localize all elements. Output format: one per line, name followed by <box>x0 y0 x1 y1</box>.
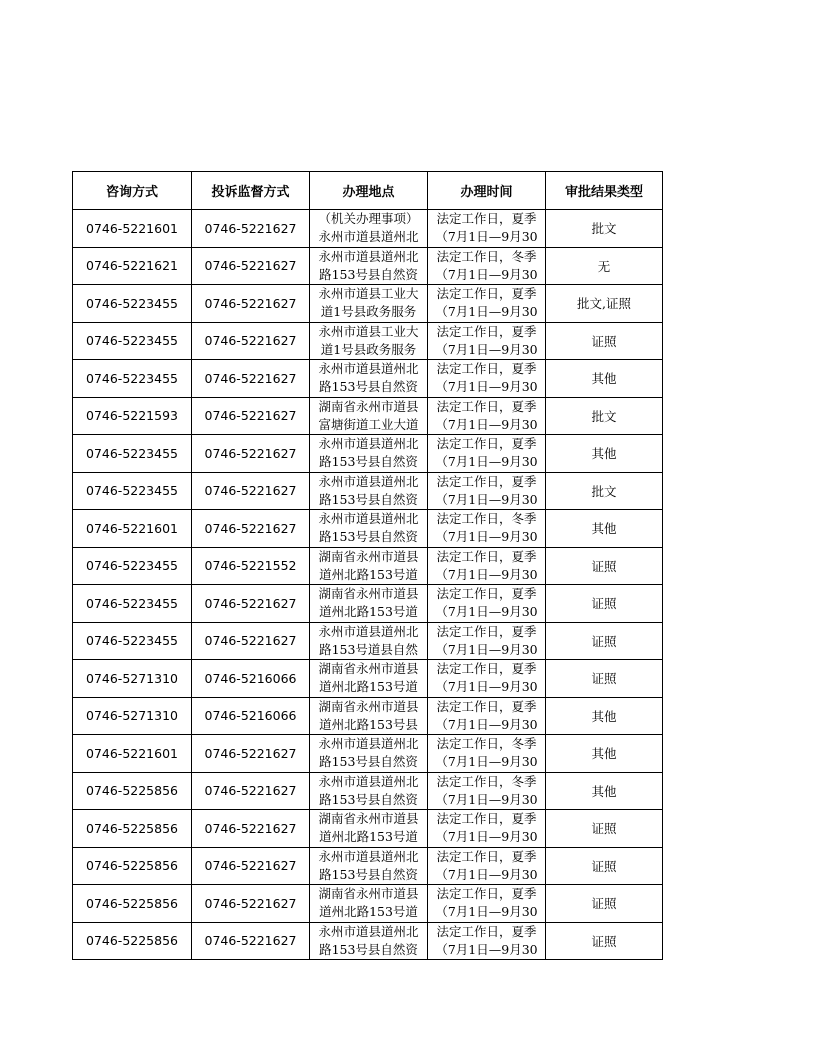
time-cell-content <box>428 323 545 359</box>
location-cell <box>310 772 428 810</box>
time-cell-line: （7月1日—9月30 <box>435 754 538 770</box>
result-type-cell: 其他 <box>546 772 663 810</box>
table-row <box>73 585 663 623</box>
location-cell <box>310 847 428 885</box>
location-cell-line: 路153号县自然资 <box>319 529 418 545</box>
result-type-cell: 其他 <box>546 697 663 735</box>
location-cell-content <box>310 473 427 509</box>
table-row <box>73 660 663 698</box>
time-cell-content <box>428 848 545 884</box>
time-cell-content <box>428 735 545 771</box>
time-cell <box>428 697 546 735</box>
location-cell <box>310 735 428 773</box>
location-cell-line: 永州市道县道州北 <box>318 511 419 527</box>
location-cell <box>310 922 428 960</box>
complaint-phone-cell: 0746-5221627 <box>192 735 310 773</box>
complaint-phone-cell: 0746-5216066 <box>192 697 310 735</box>
location-cell-content <box>310 885 427 921</box>
consult-phone-cell: 0746-5271310 <box>73 697 192 735</box>
time-cell-line: （7月1日—9月30 <box>435 866 538 882</box>
time-cell-content <box>428 210 545 246</box>
location-cell-content <box>310 360 427 396</box>
result-type-cell: 证照 <box>546 847 663 885</box>
header-consult: 咨询方式 <box>73 172 192 210</box>
complaint-phone-cell: 0746-5221627 <box>192 622 310 660</box>
time-cell-line: （7月1日—9月30 <box>435 454 538 470</box>
table-row <box>73 735 663 773</box>
table-row <box>73 810 663 848</box>
time-cell-line: （7月1日—9月30 <box>435 229 538 245</box>
location-cell-line: 路153号县自然资 <box>319 754 418 770</box>
time-cell-line: 法定工作日，冬季 <box>436 511 537 527</box>
time-cell <box>428 322 546 360</box>
result-type-cell: 证照 <box>546 322 663 360</box>
location-cell <box>310 810 428 848</box>
location-cell-line: 湖南省永州市道县 <box>318 398 419 414</box>
location-cell-line: 永州市道县道州北 <box>318 623 419 639</box>
consult-phone-cell: 0746-5223455 <box>73 360 192 398</box>
location-cell-line: 永州市道县工业大 <box>318 286 419 302</box>
location-cell-content <box>310 585 427 621</box>
time-cell-content <box>428 698 545 734</box>
location-cell-line: 永州市道县工业大 <box>318 323 419 339</box>
consult-phone-cell: 0746-5225856 <box>73 847 192 885</box>
time-cell-line: 法定工作日，冬季 <box>436 736 537 752</box>
consult-phone-cell: 0746-5223455 <box>73 622 192 660</box>
location-cell <box>310 510 428 548</box>
location-cell-line: 湖南省永州市道县 <box>318 698 419 714</box>
location-cell <box>310 885 428 923</box>
time-cell <box>428 885 546 923</box>
table-row <box>73 772 663 810</box>
time-cell <box>428 847 546 885</box>
header-location: 办理地点 <box>310 172 428 210</box>
consult-phone-cell: 0746-5221621 <box>73 247 192 285</box>
time-cell <box>428 772 546 810</box>
time-cell-content <box>428 810 545 846</box>
table-row <box>73 472 663 510</box>
location-cell-content <box>310 660 427 696</box>
time-cell-line: （7月1日—9月30 <box>435 341 538 357</box>
location-cell-line: 路153号县自然资 <box>319 454 418 470</box>
location-cell-line: 路153号县自然资 <box>319 941 418 957</box>
complaint-phone-cell: 0746-5221627 <box>192 285 310 323</box>
result-type-cell: 批文,证照 <box>546 285 663 323</box>
consult-phone-cell: 0746-5223455 <box>73 585 192 623</box>
time-cell-content <box>428 773 545 809</box>
consult-phone-cell: 0746-5271310 <box>73 660 192 698</box>
header-row <box>73 172 663 210</box>
location-cell-line: 永州市道县道州北 <box>318 229 419 245</box>
location-cell-line: 道州北路153号道 <box>319 904 418 920</box>
time-cell <box>428 622 546 660</box>
result-type-cell: 无 <box>546 247 663 285</box>
table-row <box>73 547 663 585</box>
table-header <box>73 172 663 210</box>
location-cell-line: 富塘街道工业大道 <box>318 416 419 432</box>
time-cell <box>428 547 546 585</box>
location-cell-line: 永州市道县道州北 <box>318 248 419 264</box>
result-type-cell: 证照 <box>546 547 663 585</box>
header-result: 审批结果类型 <box>546 172 663 210</box>
complaint-phone-cell: 0746-5221627 <box>192 885 310 923</box>
time-cell-content <box>428 885 545 921</box>
location-cell <box>310 472 428 510</box>
time-cell-content <box>428 585 545 621</box>
time-cell <box>428 922 546 960</box>
result-type-cell: 批文 <box>546 397 663 435</box>
consult-phone-cell: 0746-5225856 <box>73 810 192 848</box>
time-cell-line: 法定工作日，夏季 <box>436 323 537 339</box>
complaint-phone-cell: 0746-5221627 <box>192 247 310 285</box>
location-cell-content <box>310 210 427 246</box>
location-cell-line: 永州市道县道州北 <box>318 436 419 452</box>
location-cell-line: 湖南省永州市道县 <box>318 661 419 677</box>
consult-phone-cell: 0746-5221601 <box>73 210 192 248</box>
time-cell-line: （7月1日—9月30 <box>435 791 538 807</box>
time-cell-line: （7月1日—9月30 <box>435 904 538 920</box>
table-row <box>73 360 663 398</box>
location-cell <box>310 435 428 473</box>
time-cell-line: 法定工作日，夏季 <box>436 623 537 639</box>
result-type-cell: 证照 <box>546 922 663 960</box>
time-cell-line: （7月1日—9月30 <box>435 266 538 282</box>
location-cell-content <box>310 398 427 434</box>
result-type-cell: 其他 <box>546 510 663 548</box>
location-cell-content <box>310 623 427 659</box>
location-cell <box>310 660 428 698</box>
consult-phone-cell: 0746-5221601 <box>73 735 192 773</box>
location-cell-content <box>310 698 427 734</box>
time-cell-content <box>428 285 545 321</box>
location-cell-line: 路153号县自然资 <box>319 266 418 282</box>
location-cell-line: 道州北路153号道 <box>319 679 418 695</box>
location-cell-line: 永州市道县道州北 <box>318 473 419 489</box>
time-cell-line: 法定工作日，夏季 <box>436 361 537 377</box>
time-cell-line: （7月1日—9月30 <box>435 491 538 507</box>
complaint-phone-cell: 0746-5221627 <box>192 435 310 473</box>
time-cell-line: 法定工作日，夏季 <box>436 661 537 677</box>
location-cell <box>310 322 428 360</box>
time-cell <box>428 510 546 548</box>
location-cell-line: 湖南省永州市道县 <box>318 811 419 827</box>
complaint-phone-cell: 0746-5221627 <box>192 772 310 810</box>
result-type-cell: 其他 <box>546 735 663 773</box>
consult-phone-cell: 0746-5223455 <box>73 547 192 585</box>
table-row <box>73 922 663 960</box>
time-cell-line: （7月1日—9月30 <box>435 829 538 845</box>
table-row <box>73 697 663 735</box>
location-cell <box>310 585 428 623</box>
consult-phone-cell: 0746-5225856 <box>73 922 192 960</box>
location-cell <box>310 210 428 248</box>
consult-phone-cell: 0746-5225856 <box>73 885 192 923</box>
location-cell-line: 永州市道县道州北 <box>318 848 419 864</box>
location-cell-line: 道州北路153号道 <box>319 829 418 845</box>
time-cell-content <box>428 548 545 584</box>
time-cell-line: 法定工作日，夏季 <box>436 436 537 452</box>
location-cell-line: 湖南省永州市道县 <box>318 548 419 564</box>
time-cell-line: （7月1日—9月30 <box>435 304 538 320</box>
location-cell-line: 道州北路153号道 <box>319 566 418 582</box>
time-cell-content <box>428 473 545 509</box>
time-cell-line: 法定工作日，夏季 <box>436 211 537 227</box>
time-cell <box>428 360 546 398</box>
time-cell-content <box>428 435 545 471</box>
time-cell-content <box>428 660 545 696</box>
time-cell-line: 法定工作日，夏季 <box>436 811 537 827</box>
location-cell-content <box>310 735 427 771</box>
location-cell-content <box>310 323 427 359</box>
service-table <box>72 171 663 960</box>
location-cell-content <box>310 773 427 809</box>
time-cell-line: 法定工作日，夏季 <box>436 286 537 302</box>
complaint-phone-cell: 0746-5221627 <box>192 472 310 510</box>
time-cell-content <box>428 398 545 434</box>
location-cell <box>310 397 428 435</box>
complaint-phone-cell: 0746-5221627 <box>192 847 310 885</box>
table-row <box>73 397 663 435</box>
time-cell-line: （7月1日—9月30 <box>435 379 538 395</box>
location-cell-line: 道州北路153号县 <box>319 716 418 732</box>
consult-phone-cell: 0746-5223455 <box>73 435 192 473</box>
location-cell-content <box>310 248 427 284</box>
time-cell <box>428 397 546 435</box>
result-type-cell: 证照 <box>546 885 663 923</box>
location-cell-line: 永州市道县道州北 <box>318 361 419 377</box>
time-cell <box>428 285 546 323</box>
time-cell <box>428 735 546 773</box>
location-cell <box>310 247 428 285</box>
time-cell-line: 法定工作日，夏季 <box>436 548 537 564</box>
location-cell <box>310 622 428 660</box>
time-cell-line: （7月1日—9月30 <box>435 716 538 732</box>
table-row <box>73 247 663 285</box>
complaint-phone-cell: 0746-5221627 <box>192 585 310 623</box>
location-cell <box>310 360 428 398</box>
time-cell <box>428 810 546 848</box>
table-row <box>73 622 663 660</box>
time-cell <box>428 585 546 623</box>
location-cell-line: 路153号县自然资 <box>319 491 418 507</box>
time-cell <box>428 210 546 248</box>
location-cell-content <box>310 848 427 884</box>
location-cell-content <box>310 810 427 846</box>
time-cell-line: （7月1日—9月30 <box>435 566 538 582</box>
result-type-cell: 证照 <box>546 622 663 660</box>
complaint-phone-cell: 0746-5221627 <box>192 210 310 248</box>
table-row <box>73 322 663 360</box>
location-cell-line: 路153号县自然资 <box>319 379 418 395</box>
consult-phone-cell: 0746-5221593 <box>73 397 192 435</box>
time-cell-line: 法定工作日，夏季 <box>436 886 537 902</box>
complaint-phone-cell: 0746-5221627 <box>192 510 310 548</box>
result-type-cell: 批文 <box>546 472 663 510</box>
result-type-cell: 其他 <box>546 435 663 473</box>
location-cell-content <box>310 510 427 546</box>
time-cell-line: 法定工作日，冬季 <box>436 773 537 789</box>
time-cell-content <box>428 248 545 284</box>
time-cell-content <box>428 510 545 546</box>
time-cell-content <box>428 623 545 659</box>
table-row <box>73 885 663 923</box>
location-cell-line: 道州北路153号道 <box>319 604 418 620</box>
location-cell-line: 道1号县政务服务 <box>320 341 417 357</box>
time-cell-line: 法定工作日，夏季 <box>436 698 537 714</box>
location-cell <box>310 285 428 323</box>
time-cell-content <box>428 923 545 959</box>
complaint-phone-cell: 0746-5221627 <box>192 397 310 435</box>
time-cell-line: （7月1日—9月30 <box>435 416 538 432</box>
location-cell-line: 永州市道县道州北 <box>318 736 419 752</box>
time-cell <box>428 435 546 473</box>
table-row <box>73 435 663 473</box>
location-cell <box>310 547 428 585</box>
consult-phone-cell: 0746-5225856 <box>73 772 192 810</box>
table-row <box>73 210 663 248</box>
header-complaint: 投诉监督方式 <box>192 172 310 210</box>
consult-phone-cell: 0746-5223455 <box>73 472 192 510</box>
location-cell-content <box>310 285 427 321</box>
consult-phone-cell: 0746-5221601 <box>73 510 192 548</box>
location-cell-line: 永州市道县道州北 <box>318 923 419 939</box>
time-cell-content <box>428 360 545 396</box>
time-cell-line: 法定工作日，冬季 <box>436 248 537 264</box>
complaint-phone-cell: 0746-5216066 <box>192 660 310 698</box>
location-cell-content <box>310 923 427 959</box>
table-row <box>73 847 663 885</box>
complaint-phone-cell: 0746-5221627 <box>192 922 310 960</box>
table-row <box>73 285 663 323</box>
time-cell-line: （7月1日—9月30 <box>435 604 538 620</box>
time-cell-line: 法定工作日，夏季 <box>436 473 537 489</box>
result-type-cell: 其他 <box>546 360 663 398</box>
consult-phone-cell: 0746-5223455 <box>73 285 192 323</box>
location-cell-line: （机关办理事项） <box>318 211 419 227</box>
consult-phone-cell: 0746-5223455 <box>73 322 192 360</box>
time-cell-line: （7月1日—9月30 <box>435 679 538 695</box>
time-cell-line: 法定工作日，夏季 <box>436 923 537 939</box>
complaint-phone-cell: 0746-5221627 <box>192 360 310 398</box>
complaint-phone-cell: 0746-5221627 <box>192 322 310 360</box>
location-cell-line: 湖南省永州市道县 <box>318 886 419 902</box>
time-cell-line: （7月1日—9月30 <box>435 529 538 545</box>
complaint-phone-cell: 0746-5221552 <box>192 547 310 585</box>
header-time: 办理时间 <box>428 172 546 210</box>
time-cell <box>428 472 546 510</box>
time-cell-line: （7月1日—9月30 <box>435 941 538 957</box>
location-cell-content <box>310 548 427 584</box>
location-cell-line: 路153号县自然资 <box>319 866 418 882</box>
location-cell-line: 湖南省永州市道县 <box>318 586 419 602</box>
result-type-cell: 证照 <box>546 660 663 698</box>
time-cell-line: 法定工作日，夏季 <box>436 586 537 602</box>
time-cell-line: 法定工作日，夏季 <box>436 848 537 864</box>
time-cell <box>428 247 546 285</box>
complaint-phone-cell: 0746-5221627 <box>192 810 310 848</box>
time-cell <box>428 660 546 698</box>
location-cell-line: 路153号县自然资 <box>319 791 418 807</box>
location-cell-content <box>310 435 427 471</box>
result-type-cell: 证照 <box>546 810 663 848</box>
location-cell-line: 路153号道县自然 <box>319 641 418 657</box>
location-cell-line: 道1号县政务服务 <box>320 304 417 320</box>
location-cell-line: 永州市道县道州北 <box>318 773 419 789</box>
table-body <box>73 210 663 960</box>
time-cell-line: 法定工作日，夏季 <box>436 398 537 414</box>
result-type-cell: 证照 <box>546 585 663 623</box>
time-cell-line: （7月1日—9月30 <box>435 641 538 657</box>
result-type-cell: 批文 <box>546 210 663 248</box>
location-cell <box>310 697 428 735</box>
table-row <box>73 510 663 548</box>
